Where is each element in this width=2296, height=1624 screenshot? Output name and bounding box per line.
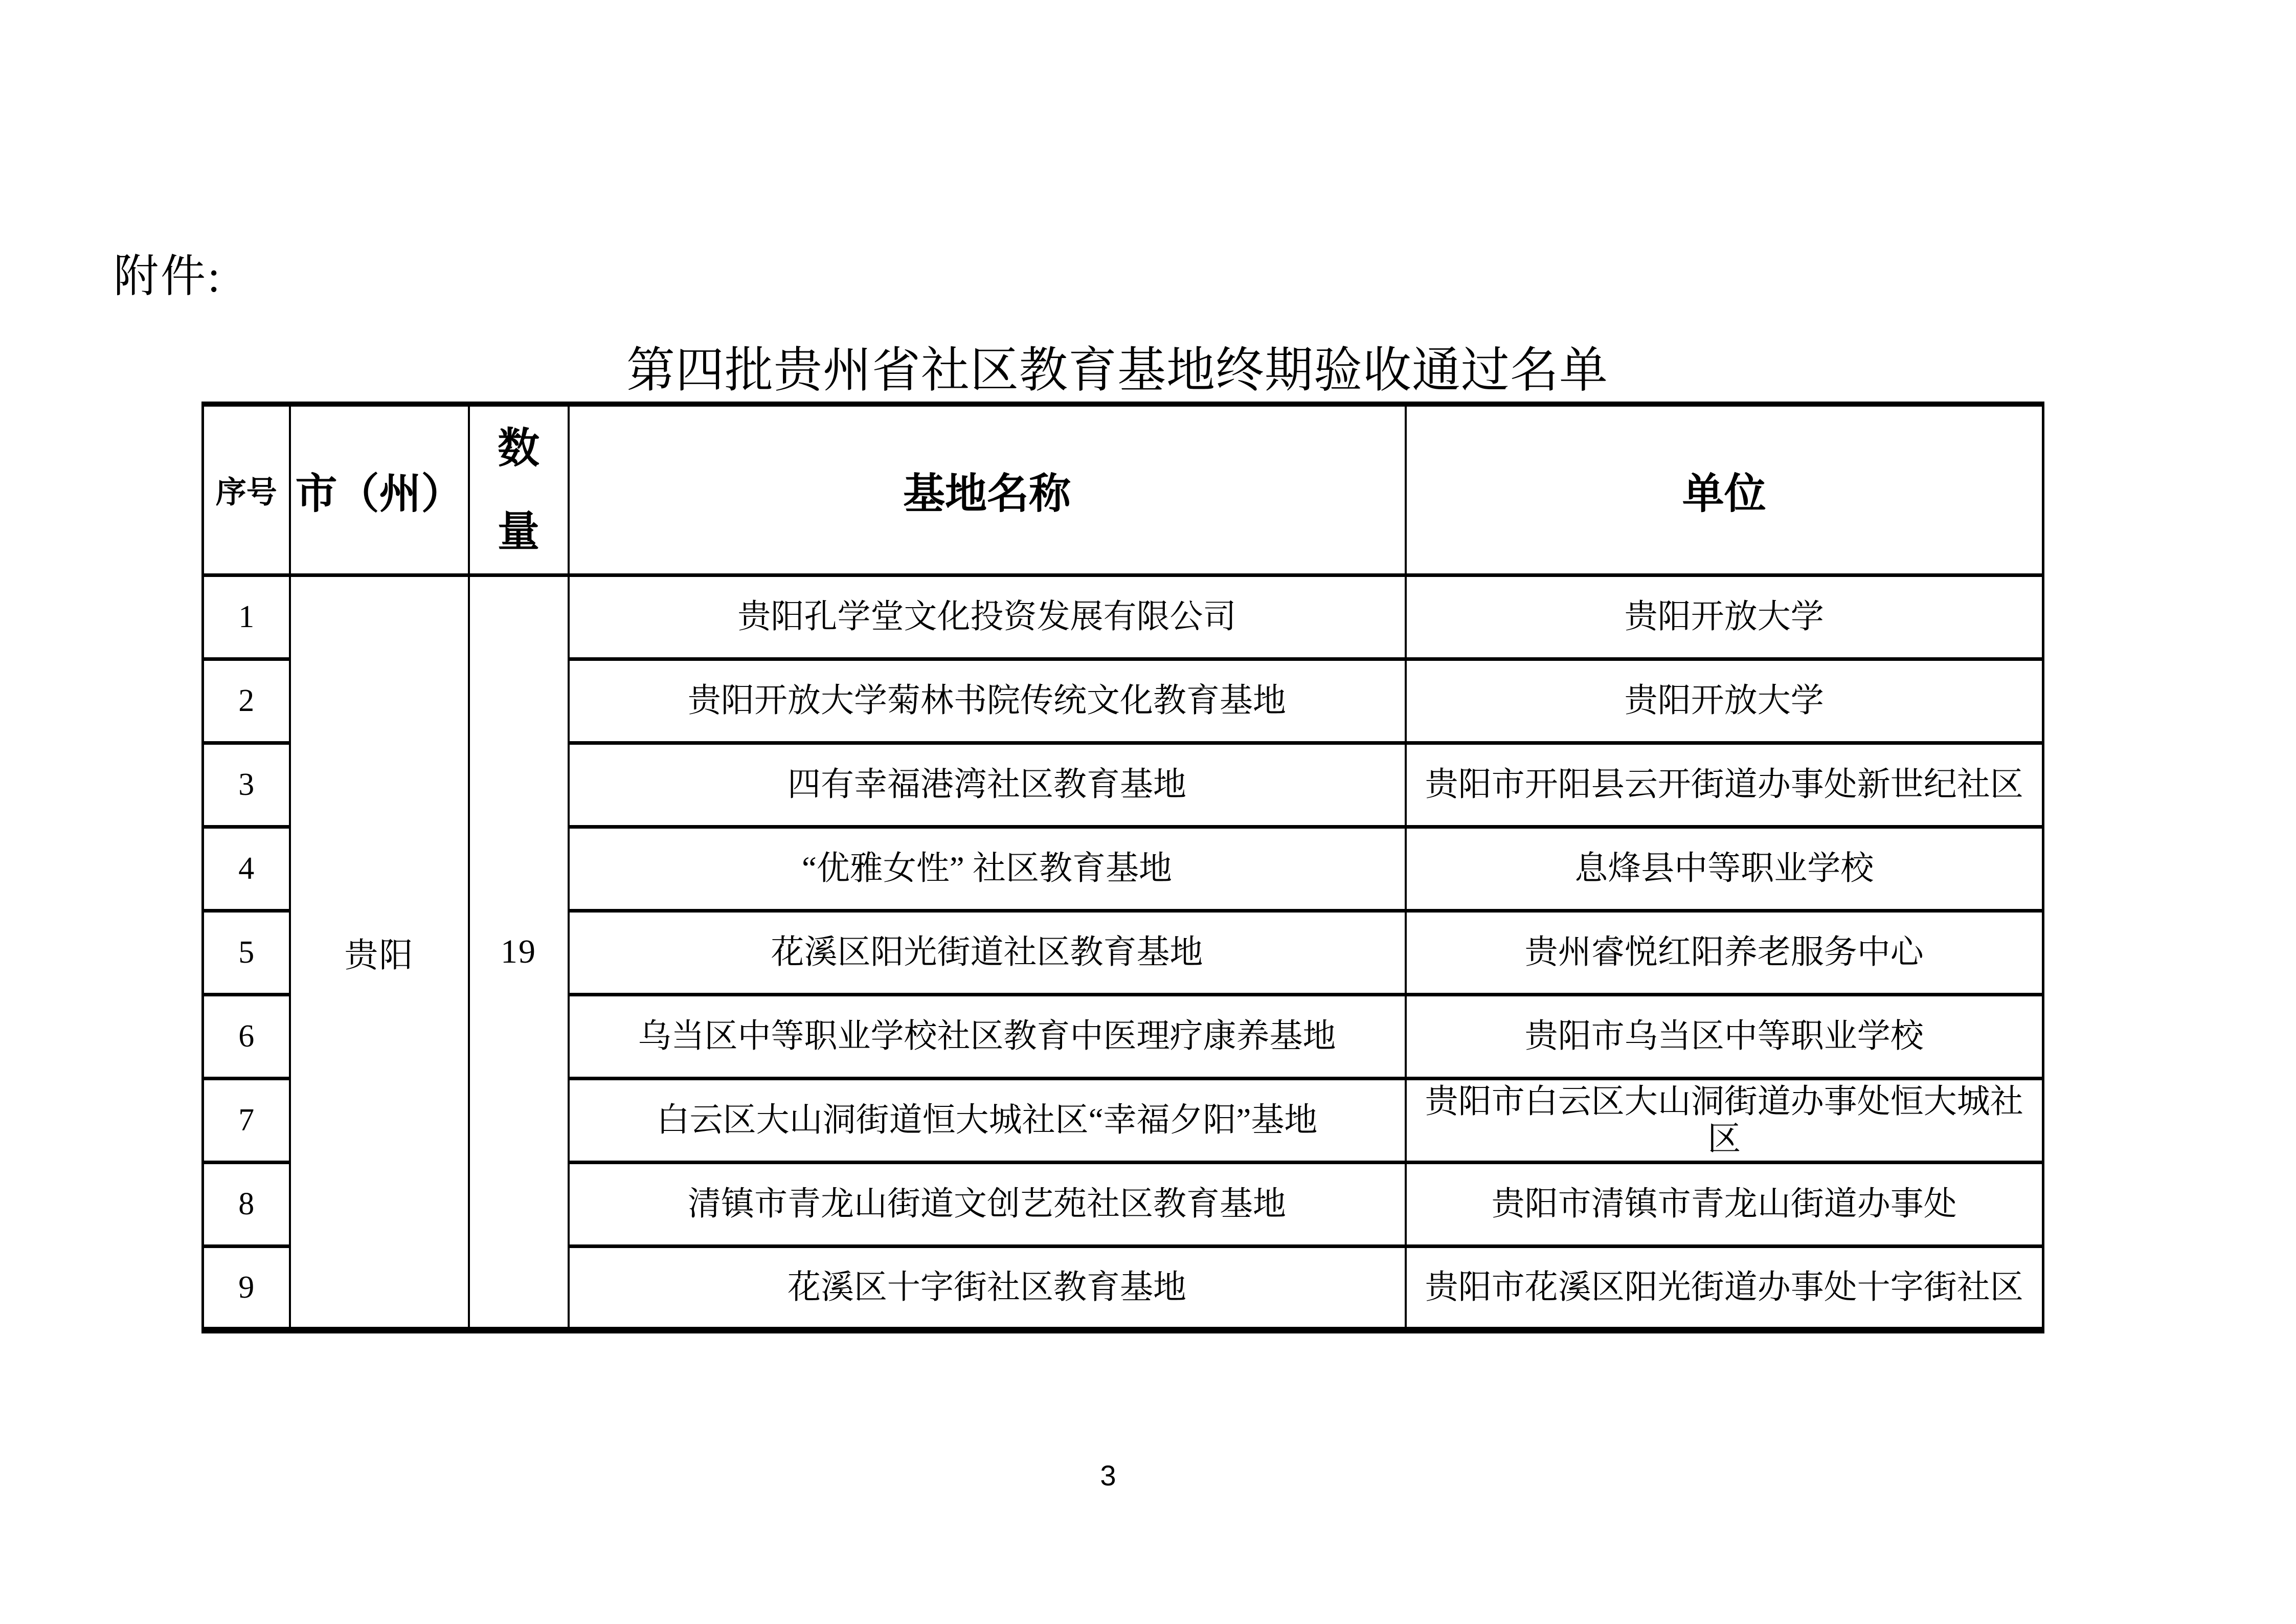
- base-name-cell: 乌当区中等职业学校社区教育中医理疗康养基地: [569, 995, 1406, 1079]
- base-name-cell: 四有幸福港湾社区教育基地: [569, 743, 1406, 827]
- unit-cell: 息烽县中等职业学校: [1406, 827, 2043, 911]
- row-index-cell: 3: [203, 743, 290, 827]
- table-header-row: [203, 404, 2043, 575]
- row-index-cell: 7: [203, 1079, 290, 1163]
- base-name-cell: 花溪区十字街社区教育基地: [569, 1247, 1406, 1330]
- base-name-cell: 白云区大山洞街道恒大城社区“幸福夕阳”基地: [569, 1079, 1406, 1163]
- page-number: 3: [1100, 1459, 1116, 1492]
- row-index-cell: 2: [203, 659, 290, 743]
- unit-cell: 贵州睿悦红阳养老服务中心: [1406, 911, 2043, 995]
- city-merged-cell: 贵阳: [290, 575, 469, 1330]
- unit-cell: 贵阳市开阳县云开街道办事处新世纪社区: [1406, 743, 2043, 827]
- col-header-unit: 单位: [1406, 404, 2043, 575]
- document-title: 第四批贵州省社区教育基地终期验收通过名单: [626, 343, 1608, 397]
- row-index-cell: 9: [203, 1247, 290, 1330]
- base-name-cell: “优雅女性” 社区教育基地: [569, 827, 1406, 911]
- unit-cell: 贵阳市花溪区阳光街道办事处十字街社区: [1406, 1247, 2043, 1330]
- unit-cell: 贵阳市白云区大山洞街道办事处恒大城社区: [1406, 1079, 2043, 1163]
- base-name-cell: 贵阳孔学堂文化投资发展有限公司: [569, 575, 1406, 659]
- unit-cell: 贵阳开放大学: [1406, 659, 2043, 743]
- col-header-index: 序号: [203, 404, 290, 575]
- col-header-city: 市（州）: [290, 404, 469, 575]
- unit-cell: 贵阳市清镇市青龙山街道办事处: [1406, 1163, 2043, 1247]
- base-name-cell: 花溪区阳光街道社区教育基地: [569, 911, 1406, 995]
- row-index-cell: 8: [203, 1163, 290, 1247]
- unit-cell: 贵阳市乌当区中等职业学校: [1406, 995, 2043, 1079]
- acceptance-list-table: [201, 402, 2044, 1333]
- col-header-count: 数量: [469, 404, 569, 575]
- row-index-cell: 5: [203, 911, 290, 995]
- base-name-cell: 清镇市青龙山街道文创艺苑社区教育基地: [569, 1163, 1406, 1247]
- row-index-cell: 6: [203, 995, 290, 1079]
- count-merged-cell: 19: [469, 575, 569, 1330]
- row-index-cell: 1: [203, 575, 290, 659]
- base-name-cell: 贵阳开放大学菊林书院传统文化教育基地: [569, 659, 1406, 743]
- table-row: [203, 575, 2043, 659]
- col-header-base-name: 基地名称: [569, 404, 1406, 575]
- attachment-label: 附件:: [114, 252, 222, 302]
- unit-cell: 贵阳开放大学: [1406, 575, 2043, 659]
- row-index-cell: 4: [203, 827, 290, 911]
